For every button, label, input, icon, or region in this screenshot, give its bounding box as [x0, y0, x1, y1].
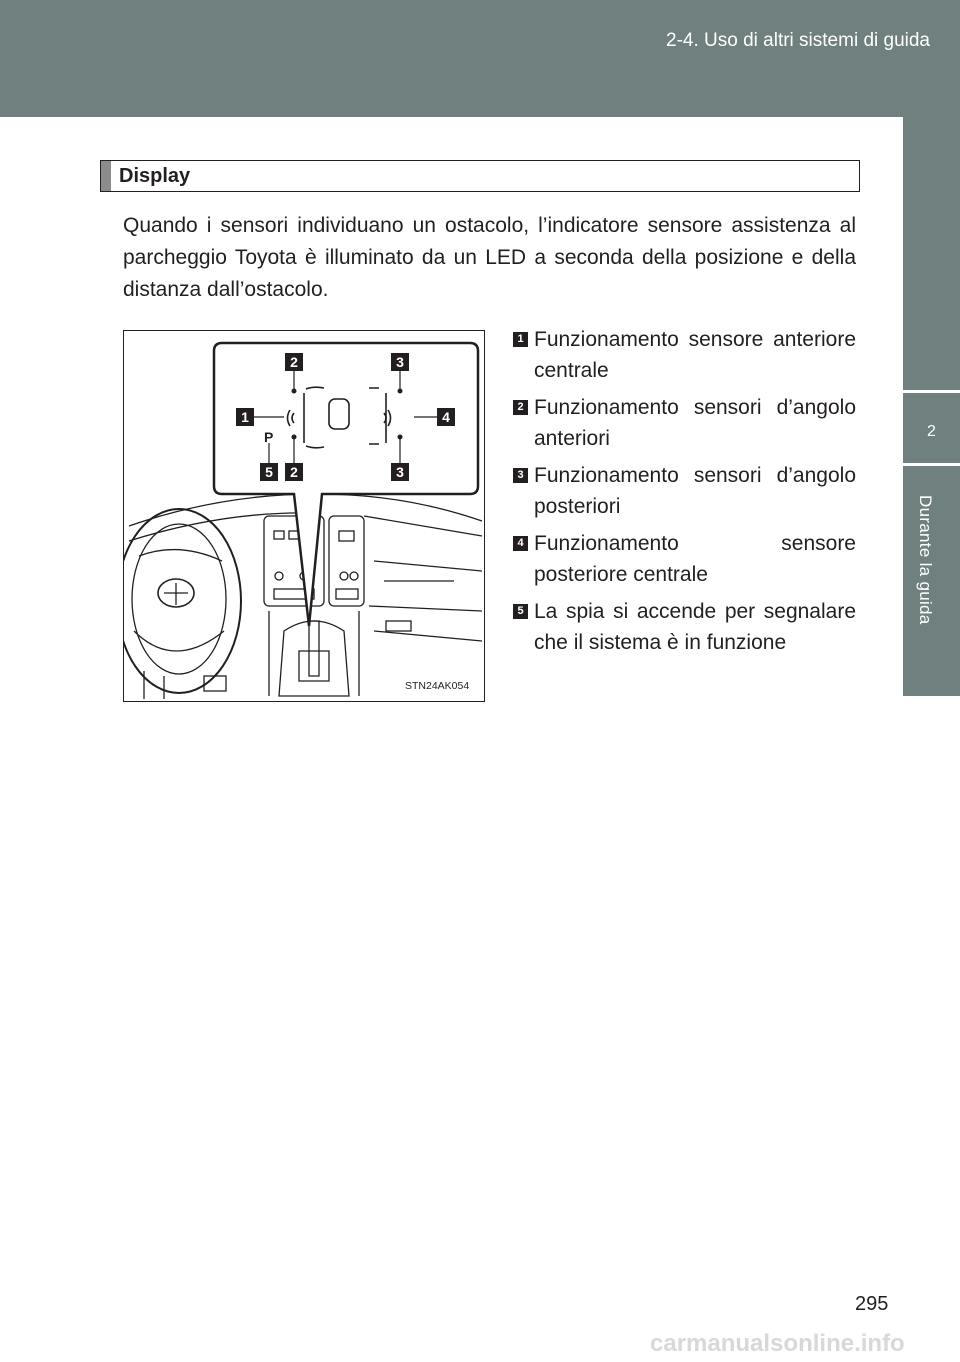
svg-text:P: P	[264, 429, 274, 445]
header-title: 2-4. Uso di altri sistemi di guida	[666, 30, 930, 51]
legend-list	[513, 324, 856, 664]
callout-1-label: 1	[241, 409, 249, 425]
legend-text: Funzionamento sensori d’angolo posteriori	[534, 464, 856, 518]
dashboard-illustration	[124, 331, 486, 703]
chapter-label: Durante la guida	[916, 495, 935, 625]
legend-item	[513, 460, 856, 522]
legend-item	[513, 528, 856, 590]
legend-number: 1	[513, 332, 528, 347]
dashboard-figure	[123, 330, 485, 702]
legend-item	[513, 392, 856, 454]
legend-text: Funzionamento sensori d’angolo anteriori	[534, 396, 856, 450]
legend-number: 5	[513, 604, 528, 619]
intro-paragraph: Quando i sensori individuano un ostacolo, l’indicatore sensore assistenza al parcheggio Toyota è illuminato da un LED a seconda della posizione e della distanza dall’ostacolo.	[123, 214, 856, 301]
legend-number: 2	[513, 400, 528, 415]
callout-3-top-label: 3	[396, 354, 404, 370]
legend-number: 4	[513, 536, 528, 551]
callout-5-label: 5	[265, 464, 273, 480]
legend-text: Funzionamento sensore anteriore centrale	[534, 328, 856, 382]
section-heading	[100, 160, 860, 192]
legend-text: Funzionamento sensore posteriore centrale	[534, 532, 856, 586]
callout-2-top-label: 2	[290, 354, 298, 370]
legend-text: La spia si accende per segnalare che il sistema è in funzione	[534, 600, 856, 654]
chapter-number: 2	[927, 423, 936, 440]
callout-4-label: 4	[442, 409, 450, 425]
watermark: carmanualsonline.info	[650, 1330, 905, 1357]
legend-item	[513, 596, 856, 658]
callout-2-bottom-label: 2	[290, 464, 298, 480]
callout-3-bottom-label: 3	[396, 464, 404, 480]
section-accent	[101, 161, 111, 191]
section-title: Display	[119, 164, 191, 187]
page-number: 295	[855, 1293, 889, 1315]
legend-item	[513, 324, 856, 386]
legend-number: 3	[513, 468, 528, 483]
figure-code: STN24AK054	[405, 680, 470, 692]
chapter-number-tab	[903, 393, 960, 463]
page-header	[0, 0, 960, 117]
side-tab-top	[903, 117, 960, 390]
